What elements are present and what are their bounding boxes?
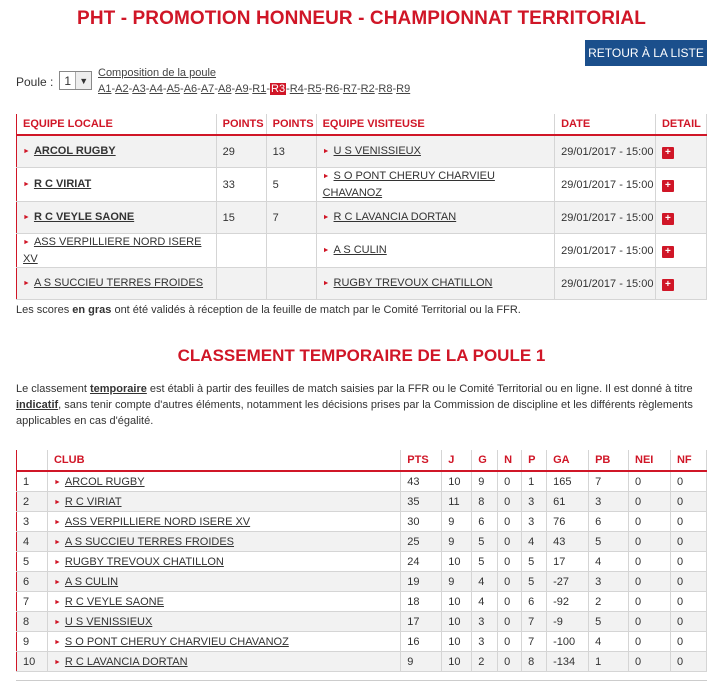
standings-row [17, 492, 707, 512]
standings-cell-p: 7 [522, 612, 547, 632]
standings-cell-ga: 165 [547, 471, 589, 492]
standings-col-p: P [522, 450, 547, 471]
round-link-r4[interactable]: R4 [289, 83, 304, 95]
standings-cell-ga: 76 [547, 512, 589, 532]
home-points: 29 [216, 135, 266, 168]
triangle-right-icon: ► [23, 280, 30, 287]
match-date: 29/01/2017 - 15:00 [555, 168, 656, 202]
standings-cell-pb: 6 [589, 512, 629, 532]
retour-liste-button[interactable]: RETOUR À LA LISTE [585, 40, 707, 66]
round-separator: - [214, 83, 218, 95]
standings-cell-n: 0 [498, 471, 522, 492]
standings-cell-n: 0 [498, 532, 522, 552]
triangle-right-icon: ► [23, 148, 30, 155]
round-separator: - [374, 83, 379, 95]
standings-cell-g: 9 [472, 471, 498, 492]
standings-cell-p: 1 [522, 471, 547, 492]
round-link-a3[interactable]: A3 [132, 83, 146, 95]
home-points: 15 [216, 202, 266, 234]
standings-row [17, 532, 707, 552]
round-link-a1[interactable]: A1 [98, 83, 112, 95]
standings-cell-ga: -100 [547, 632, 589, 652]
detail-cell [655, 135, 706, 168]
triangle-right-icon: ► [322, 247, 330, 254]
standings-cell-nei: 0 [629, 471, 671, 492]
round-separator: - [197, 83, 201, 95]
home-team-cell [17, 268, 217, 300]
standings-cell-nf: 0 [670, 592, 706, 612]
round-link-a5[interactable]: A5 [166, 83, 181, 95]
standings-cell-j: 9 [442, 572, 472, 592]
detail-plus-button[interactable]: + [662, 279, 674, 291]
standings-cell-ga: -9 [547, 612, 589, 632]
standings-cell-pb: 3 [589, 572, 629, 592]
round-separator: - [231, 83, 236, 95]
triangle-right-icon: ► [322, 173, 330, 180]
standings-cell-rank: 6 [17, 572, 48, 592]
standings-cell-pb: 3 [589, 492, 629, 512]
standings-cell-ga: 17 [547, 552, 589, 572]
round-separator: - [128, 83, 133, 95]
standings-cell-n: 0 [498, 512, 522, 532]
away-team-link[interactable]: A S CULIN [333, 244, 387, 256]
match-row [17, 202, 707, 234]
club-cell [47, 532, 400, 552]
standings-cell-g: 6 [472, 512, 498, 532]
classement-description: Le classement temporaire est établi à partir des feuilles de match saisies par la FFR ou le Comité Territorial ou en ligne. Il est donné à titre indicatif, sans tenir compte d'autres éléments, notamment les décisions prises par la Commission de discipline et les différents règlements applicables en cas d'égalité. [16, 383, 693, 427]
home-team-link[interactable]: R C VEYLE SAONE [33, 211, 135, 223]
standings-cell-rank: 10 [17, 652, 48, 672]
triangle-right-icon: ► [53, 658, 61, 666]
standings-cell-pb: 4 [589, 552, 629, 572]
col-home: EQUIPE LOCALE [17, 114, 217, 135]
poule-label: Poule : [16, 75, 54, 89]
triangle-right-icon: ► [53, 498, 61, 506]
standings-cell-nei: 0 [629, 552, 671, 572]
match-date: 29/01/2017 - 15:00 [555, 135, 656, 168]
home-team-cell [17, 234, 217, 268]
club-cell [47, 572, 400, 592]
club-link[interactable]: R C VEYLE SAONE [64, 595, 164, 608]
standings-cell-j: 9 [442, 512, 472, 532]
away-team-link[interactable]: R C LAVANCIA DORTAN [333, 211, 457, 223]
match-date: 29/01/2017 - 15:00 [555, 234, 656, 268]
standings-cell-p: 8 [522, 652, 547, 672]
standings-cell-nf: 0 [670, 552, 706, 572]
standings-cell-nei: 0 [629, 492, 671, 512]
standings-cell-nei: 0 [629, 632, 671, 652]
poule-select[interactable] [59, 71, 92, 90]
standings-cell-nf: 0 [670, 512, 706, 532]
round-separator: - [248, 83, 253, 95]
club-cell [47, 512, 400, 532]
standings-row [17, 512, 707, 532]
standings-row [17, 592, 707, 612]
away-points [266, 268, 316, 300]
standings-cell-rank: 4 [17, 532, 48, 552]
standings-cell-pts: 16 [401, 632, 442, 652]
detail-plus-button[interactable]: + [662, 147, 674, 159]
round-link-r7[interactable]: R7 [342, 83, 357, 95]
round-link-r3[interactable]: R3 [271, 83, 286, 95]
club-cell [47, 471, 400, 492]
club-cell [47, 492, 400, 512]
club-link[interactable]: ASS VERPILLIERE NORD ISERE XV [64, 515, 251, 528]
club-link[interactable]: ARCOL RUGBY [64, 475, 145, 488]
detail-cell [655, 234, 706, 268]
standings-cell-pb: 1 [589, 652, 629, 672]
triangle-right-icon: ► [23, 214, 30, 221]
detail-cell [655, 168, 706, 202]
club-cell [47, 652, 400, 672]
round-separator: - [266, 83, 270, 95]
standings-cell-nf: 0 [670, 492, 706, 512]
standings-cell-ga: -27 [547, 572, 589, 592]
col-detail: DETAIL [655, 114, 706, 135]
club-cell [47, 552, 400, 572]
standings-cell-p: 7 [522, 632, 547, 652]
club-link[interactable]: U S VENISSIEUX [64, 615, 153, 628]
standings-cell-p: 5 [522, 552, 547, 572]
standings-cell-pts: 43 [401, 471, 442, 492]
triangle-right-icon: ► [53, 638, 61, 646]
round-link-r8[interactable]: R8 [378, 83, 393, 95]
triangle-right-icon: ► [53, 598, 61, 606]
club-link[interactable]: R C LAVANCIA DORTAN [64, 655, 188, 668]
standings-cell-j: 10 [442, 592, 472, 612]
round-separator: - [111, 83, 116, 95]
home-team-link[interactable]: R C VIRIAT [33, 178, 92, 190]
standings-cell-p: 3 [522, 492, 547, 512]
round-link-r1[interactable]: R1 [252, 83, 267, 95]
home-points: 33 [216, 168, 266, 202]
standings-cell-nf: 0 [670, 632, 706, 652]
club-link[interactable]: A S SUCCIEU TERRES FROIDES [64, 535, 235, 548]
away-team-link[interactable]: S O PONT CHERUY CHARVIEU CHAVANOZ [322, 170, 495, 199]
standings-cell-rank: 9 [17, 632, 48, 652]
round-separator: - [162, 83, 167, 95]
club-cell [47, 592, 400, 612]
round-link-a9[interactable]: A9 [235, 83, 249, 95]
home-team-cell [17, 135, 217, 168]
divider [16, 680, 707, 681]
standings-cell-nei: 0 [629, 592, 671, 612]
standings-cell-pts: 30 [401, 512, 442, 532]
standings-cell-p: 5 [522, 572, 547, 592]
detail-cell [655, 202, 706, 234]
standings-cell-n: 0 [498, 612, 522, 632]
standings-cell-pts: 25 [401, 532, 442, 552]
standings-cell-g: 4 [472, 592, 498, 612]
standings-cell-pts: 24 [401, 552, 442, 572]
match-date: 29/01/2017 - 15:00 [555, 268, 656, 300]
standings-cell-ga: 43 [547, 532, 589, 552]
away-team-link[interactable]: RUGBY TREVOUX CHATILLON [333, 277, 493, 289]
standings-cell-nf: 0 [670, 532, 706, 552]
standings-cell-j: 10 [442, 612, 472, 632]
standings-cell-nf: 0 [670, 612, 706, 632]
page-title: PHT - PROMOTION HONNEUR - CHAMPIONNAT TERRITORIAL [77, 8, 646, 29]
standings-col-g: G [472, 450, 498, 471]
standings-cell-pts: 18 [401, 592, 442, 612]
round-separator: - [303, 83, 308, 95]
match-row [17, 168, 707, 202]
standings-cell-rank: 3 [17, 512, 48, 532]
standings-row [17, 612, 707, 632]
round-separator: - [145, 83, 150, 95]
club-cell [47, 612, 400, 632]
matches-table [16, 114, 707, 300]
standings-cell-j: 11 [442, 492, 472, 512]
standings-row [17, 632, 707, 652]
standings-cell-pb: 4 [589, 632, 629, 652]
standings-row [17, 652, 707, 672]
home-points [216, 268, 266, 300]
standings-row [17, 572, 707, 592]
standings-cell-g: 5 [472, 532, 498, 552]
round-separator: - [286, 83, 290, 95]
club-link[interactable]: R C VIRIAT [64, 495, 122, 508]
poule-select-value: 1 [64, 73, 72, 88]
round-link-r5[interactable]: R5 [307, 83, 322, 95]
triangle-right-icon: ► [322, 214, 330, 221]
standings-cell-p: 3 [522, 512, 547, 532]
standings-cell-rank: 2 [17, 492, 48, 512]
club-link[interactable]: A S CULIN [64, 575, 119, 588]
standings-col-pb: PB [589, 450, 629, 471]
standings-row [17, 552, 707, 572]
classement-title: CLASSEMENT TEMPORAIRE DE LA POULE 1 [177, 346, 546, 365]
away-team-cell [316, 234, 555, 268]
standings-cell-g: 4 [472, 572, 498, 592]
standings-cell-pts: 35 [401, 492, 442, 512]
standings-cell-n: 0 [498, 572, 522, 592]
round-link-a7[interactable]: A7 [200, 83, 215, 95]
standings-cell-j: 10 [442, 552, 472, 572]
standings-cell-ga: 61 [547, 492, 589, 512]
standings-cell-n: 0 [498, 652, 522, 672]
round-link-a6[interactable]: A6 [183, 83, 198, 95]
col-away: EQUIPE VISITEUSE [316, 114, 555, 135]
standings-cell-pts: 17 [401, 612, 442, 632]
standings-col-ga: GA [547, 450, 589, 471]
standings-cell-rank: 1 [17, 471, 48, 492]
standings-cell-g: 3 [472, 632, 498, 652]
standings-cell-g: 8 [472, 492, 498, 512]
standings-cell-nei: 0 [629, 532, 671, 552]
away-points: 13 [266, 135, 316, 168]
home-team-cell [17, 168, 217, 202]
home-points [216, 234, 266, 268]
standings-col-club: CLUB [47, 450, 400, 471]
standings-row [17, 471, 707, 492]
away-points [266, 234, 316, 268]
away-team-cell [316, 268, 555, 300]
round-link-r2[interactable]: R2 [360, 83, 375, 95]
detail-plus-button[interactable]: + [662, 213, 674, 225]
standings-col-pts: PTS [401, 450, 442, 471]
standings-cell-pb: 2 [589, 592, 629, 612]
standings-cell-g: 3 [472, 612, 498, 632]
standings-cell-j: 10 [442, 632, 472, 652]
standings-cell-pts: 19 [401, 572, 442, 592]
standings-cell-n: 0 [498, 592, 522, 612]
standings-cell-rank: 7 [17, 592, 48, 612]
round-separator: - [392, 83, 397, 95]
triangle-right-icon: ► [23, 181, 30, 188]
standings-cell-nei: 0 [629, 512, 671, 532]
standings-cell-nei: 0 [629, 612, 671, 632]
detail-plus-button[interactable]: + [662, 180, 674, 192]
round-link-a2[interactable]: A2 [115, 83, 129, 95]
round-separator: - [321, 83, 326, 95]
standings-cell-nei: 0 [629, 572, 671, 592]
standings-cell-j: 9 [442, 532, 472, 552]
club-cell [47, 632, 400, 652]
away-team-cell [316, 202, 555, 234]
home-team-link[interactable]: ASS VERPILLIERE NORD ISERE XV [23, 236, 202, 265]
standings-cell-j: 10 [442, 652, 472, 672]
standings-col-rank [17, 450, 48, 471]
standings-cell-nei: 0 [629, 652, 671, 672]
standings-cell-pb: 7 [589, 471, 629, 492]
away-points: 5 [266, 168, 316, 202]
away-team-cell [316, 168, 555, 202]
col-points-away: POINTS [266, 114, 316, 135]
standings-cell-rank: 8 [17, 612, 48, 632]
triangle-right-icon: ► [53, 518, 61, 526]
triangle-right-icon: ► [53, 578, 61, 586]
col-date: DATE [555, 114, 656, 135]
scores-note: Les scores en gras ont été validés à réception de la feuille de match par le Comité Territorial ou la FFR. [16, 304, 521, 316]
triangle-right-icon: ► [322, 280, 330, 287]
standings-cell-ga: -92 [547, 592, 589, 612]
detail-cell [655, 268, 706, 300]
triangle-right-icon: ► [53, 618, 61, 626]
col-points-home: POINTS [216, 114, 266, 135]
composition-link[interactable]: Composition de la poule [98, 67, 217, 79]
away-team-link[interactable]: U S VENISSIEUX [333, 145, 421, 157]
standings-col-nei: NEI [629, 450, 671, 471]
detail-plus-button[interactable]: + [662, 246, 674, 258]
standings-cell-n: 0 [498, 552, 522, 572]
round-separator: - [357, 83, 361, 95]
triangle-right-icon: ► [322, 148, 330, 155]
chevron-down-icon: ▼ [75, 72, 91, 89]
standings-cell-pb: 5 [589, 612, 629, 632]
match-date: 29/01/2017 - 15:00 [555, 202, 656, 234]
standings-cell-n: 0 [498, 492, 522, 512]
match-row [17, 234, 707, 268]
round-link-a8[interactable]: A8 [217, 83, 232, 95]
away-points: 7 [266, 202, 316, 234]
standings-cell-rank: 5 [17, 552, 48, 572]
standings-cell-nf: 0 [670, 471, 706, 492]
standings-cell-p: 6 [522, 592, 547, 612]
home-team-link[interactable]: ARCOL RUGBY [33, 145, 116, 157]
match-row [17, 135, 707, 168]
standings-col-j: J [442, 450, 472, 471]
triangle-right-icon: ► [53, 538, 61, 546]
round-separator: - [180, 83, 184, 95]
standings-cell-ga: -134 [547, 652, 589, 672]
standings-cell-j: 10 [442, 471, 472, 492]
triangle-right-icon: ► [23, 239, 30, 246]
home-team-link[interactable]: A S SUCCIEU TERRES FROIDES [33, 277, 204, 289]
round-link-r6[interactable]: R6 [325, 83, 340, 95]
club-link[interactable]: S O PONT CHERUY CHARVIEU CHAVANOZ [64, 635, 289, 648]
round-link-r9[interactable]: R9 [396, 83, 411, 95]
standings-cell-pts: 9 [401, 652, 442, 672]
standings-cell-g: 5 [472, 552, 498, 572]
standings-col-n: N [498, 450, 522, 471]
standings-col-nf: NF [670, 450, 706, 471]
standings-cell-n: 0 [498, 632, 522, 652]
match-row [17, 268, 707, 300]
standings-cell-p: 4 [522, 532, 547, 552]
triangle-right-icon: ► [53, 558, 61, 566]
standings-table [16, 450, 707, 672]
round-link-a4[interactable]: A4 [149, 83, 163, 95]
away-team-cell [316, 135, 555, 168]
triangle-right-icon: ► [53, 478, 61, 486]
standings-cell-pb: 5 [589, 532, 629, 552]
standings-cell-g: 2 [472, 652, 498, 672]
standings-cell-nf: 0 [670, 572, 706, 592]
club-link[interactable]: RUGBY TREVOUX CHATILLON [64, 555, 224, 568]
home-team-cell [17, 202, 217, 234]
round-separator: - [339, 83, 343, 95]
standings-cell-nf: 0 [670, 652, 706, 672]
round-links [98, 83, 410, 95]
